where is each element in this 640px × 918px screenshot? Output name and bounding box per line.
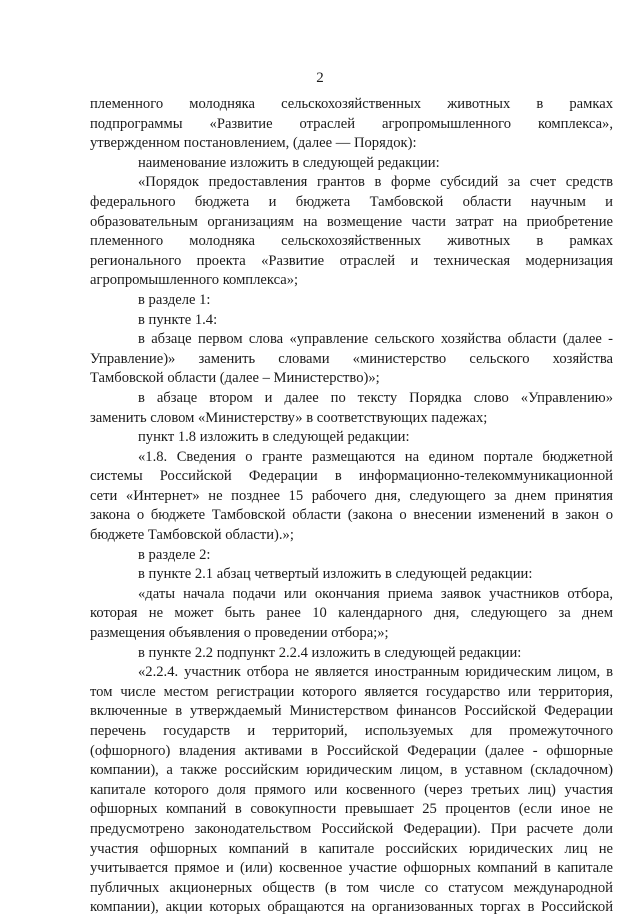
text-line: «2.2.4. участник отбора не является иностранным юридическим лицом, в (138, 664, 613, 681)
text-line: подпрограммы «Развитие отраслей агропромышленного комплекса», (90, 115, 613, 132)
text-line: бюджете Тамбовской области).»; (90, 527, 294, 544)
text-line: публичных акционерных обществ (в том числе со статусом международной (90, 879, 613, 896)
text-line: в пункте 1.4: (138, 311, 218, 328)
text-line: компании), а также российским юридическим лицом, в уставном (складочном) (90, 762, 613, 779)
text-line: «Порядок предоставления грантов в форме субсидий за счет средств (138, 174, 613, 191)
text-line: сети «Интернет» не позднее 15 рабочего дня, следующего за днем принятия (90, 487, 613, 504)
text-line: компании), акции которых обращаются на организованных торгах в Российской (90, 899, 613, 916)
document-body (90, 95, 613, 918)
text-line: учитывается прямое и (или) косвенное участие офшорных компаний в капитале (90, 860, 613, 877)
text-line: регионального проекта «Развитие отраслей и техническая модернизация (90, 252, 613, 269)
text-line: агропромышленного комплекса»; (90, 272, 299, 289)
text-line: включенные в утверждаемый Министерством финансов Российской Федерации (90, 703, 613, 720)
text-line: участия офшорных компаний в капитале российских юридических лиц не (90, 840, 613, 857)
text-line: системы Российской Федерации в информационно-телекоммуникационной (90, 468, 613, 485)
text-line: в пункте 2.2 подпункт 2.2.4 изложить в следующей редакции: (138, 644, 522, 661)
text-line: в пункте 2.1 абзац четвертый изложить в следующей редакции: (138, 566, 533, 583)
text-line: офшорных компаний в совокупности превышает 25 процентов (если иное не (90, 801, 613, 818)
text-line: предусмотрено законодательством Российской Федерации). При расчете доли (90, 820, 613, 837)
text-line: Тамбовской области (далее – Министерство)»; (90, 370, 380, 387)
text-line: племенного молодняка сельскохозяйственных животных в рамках (90, 96, 613, 112)
text-line: в абзаце втором и далее по тексту Порядка слово «Управлению» (138, 389, 613, 406)
text-line: утвержденном постановлением, (далее — Порядок): (90, 135, 417, 152)
text-line: в разделе 2: (138, 546, 211, 563)
text-line: образовательным организациям на возмещение части затрат на приобретение (90, 213, 613, 230)
text-line: племенного молодняка сельскохозяйственных животных в рамках (90, 233, 613, 250)
page-number: 2 (316, 70, 324, 86)
text-line: том числе местом регистрации которого является государство или территория, (90, 683, 613, 700)
text-line: «1.8. Сведения о гранте размещаются на едином портале бюджетной (138, 448, 613, 465)
text-line: (офшорного) владения активами в Российской Федерации (далее - офшорные (90, 742, 613, 759)
text-line: заменить словом «Министерству» в соответствующих падежах; (90, 409, 488, 426)
text-line: капитале которого доля прямого или косвенного (через третьих лиц) участия (90, 781, 613, 798)
text-line: федерального бюджета и бюджета Тамбовской области научным и (90, 193, 613, 210)
text-line: Управление)» заменить словами «министерство сельского хозяйства (90, 350, 613, 367)
text-line: в разделе 1: (138, 291, 211, 308)
text-line: пункт 1.8 изложить в следующей редакции: (138, 429, 410, 446)
text-line: размещения объявления о проведении отбора;»; (90, 625, 389, 642)
text-line: которая не может быть ранее 10 календарного дня, следующего за днем (90, 605, 613, 622)
text-line: перечень государств и территорий, используемых для промежуточного (90, 723, 613, 739)
text-line: наименование изложить в следующей редакции: (138, 154, 440, 171)
text-line: «даты начала подачи или окончания приема заявок участников отбора, (138, 585, 613, 602)
text-line: закона о бюджете Тамбовской области (закона о внесении изменений в закон о (90, 507, 613, 524)
text-line: в абзаце первом слова «управление сельского хозяйства области (далее - (138, 331, 613, 348)
